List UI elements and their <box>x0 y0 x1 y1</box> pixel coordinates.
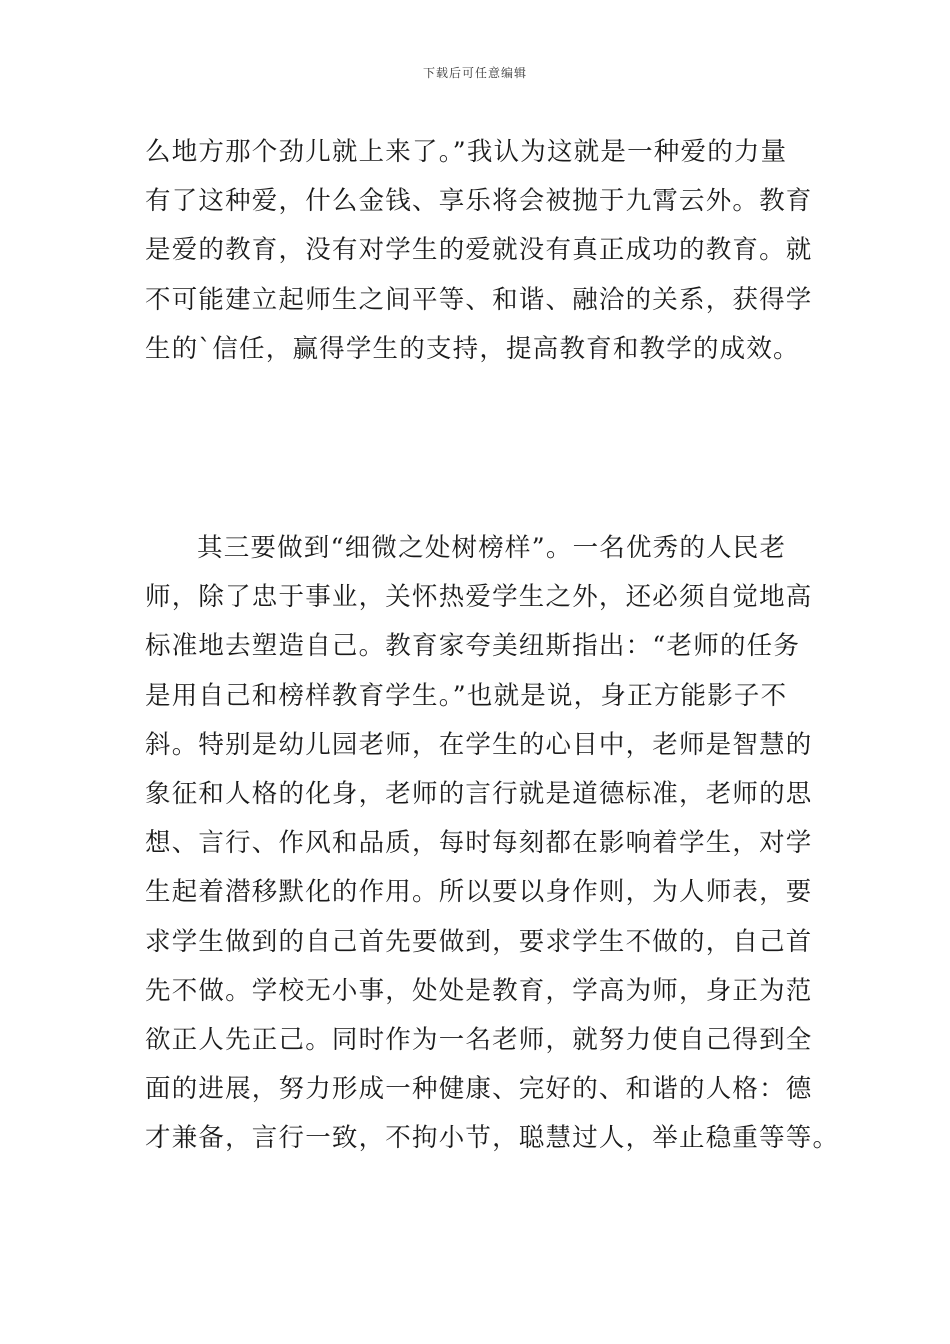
text-line: 求学生做到的自己首先要做到，要求学生不做的，自己首 <box>145 926 813 957</box>
text-line: 生的`信任，赢得学生的支持，提高教育和教学的成效。 <box>145 333 800 364</box>
page-header: 下载后可任意编辑 <box>422 66 527 80</box>
text-line: 标准地去塑造自己。教育家夸美纽斯指出：“老师的任务 <box>145 631 801 662</box>
text-line: 师，除了忠于事业，关怀热爱学生之外，还必须自觉地高 <box>145 582 813 613</box>
paragraph-1 <box>145 128 813 374</box>
text-line: 生起着潜移默化的作用。所以要以身作则，为人师表，要 <box>145 877 813 908</box>
text-line: 么地方那个劲儿就上来了。”我认为这就是一种爱的力量 <box>145 137 788 167</box>
text-line: 是用自己和榜样教育学生。”也就是说，身正方能影子不 <box>145 680 788 711</box>
text-line: 先不做。学校无小事，处处是教育，学高为师，身正为范 <box>145 975 813 1006</box>
text-line: 是爱的教育，没有对学生的爱就没有真正成功的教育。就 <box>145 235 813 266</box>
text-line: 不可能建立起师生之间平等、和谐、融洽的关系，获得学 <box>145 284 813 315</box>
text-line: 其三要做到“细微之处树榜样”。一名优秀的人民老 <box>197 533 787 563</box>
text-line: 欲正人先正己。同时作为一名老师，就努力使自己得到全 <box>145 1025 813 1056</box>
text-line: 才兼备，言行一致，不拘小节，聪慧过人，举止稳重等等。 <box>145 1123 840 1154</box>
text-line: 有了这种爱，什么金钱、享乐将会被抛于九霄云外。教育 <box>145 186 813 217</box>
text-line: 面的进展，努力形成一种健康、完好的、和谐的人格：德 <box>145 1074 813 1105</box>
text-line: 想、言行、作风和品质，每时每刻都在影响着学生，对学 <box>145 828 813 859</box>
text-line: 象征和人格的化身，老师的言行就是道德标准，老师的思 <box>145 779 813 810</box>
text-line: 斜。特别是幼儿园老师，在学生的心目中，老师是智慧的 <box>145 729 813 760</box>
paragraph-2 <box>145 524 840 1164</box>
